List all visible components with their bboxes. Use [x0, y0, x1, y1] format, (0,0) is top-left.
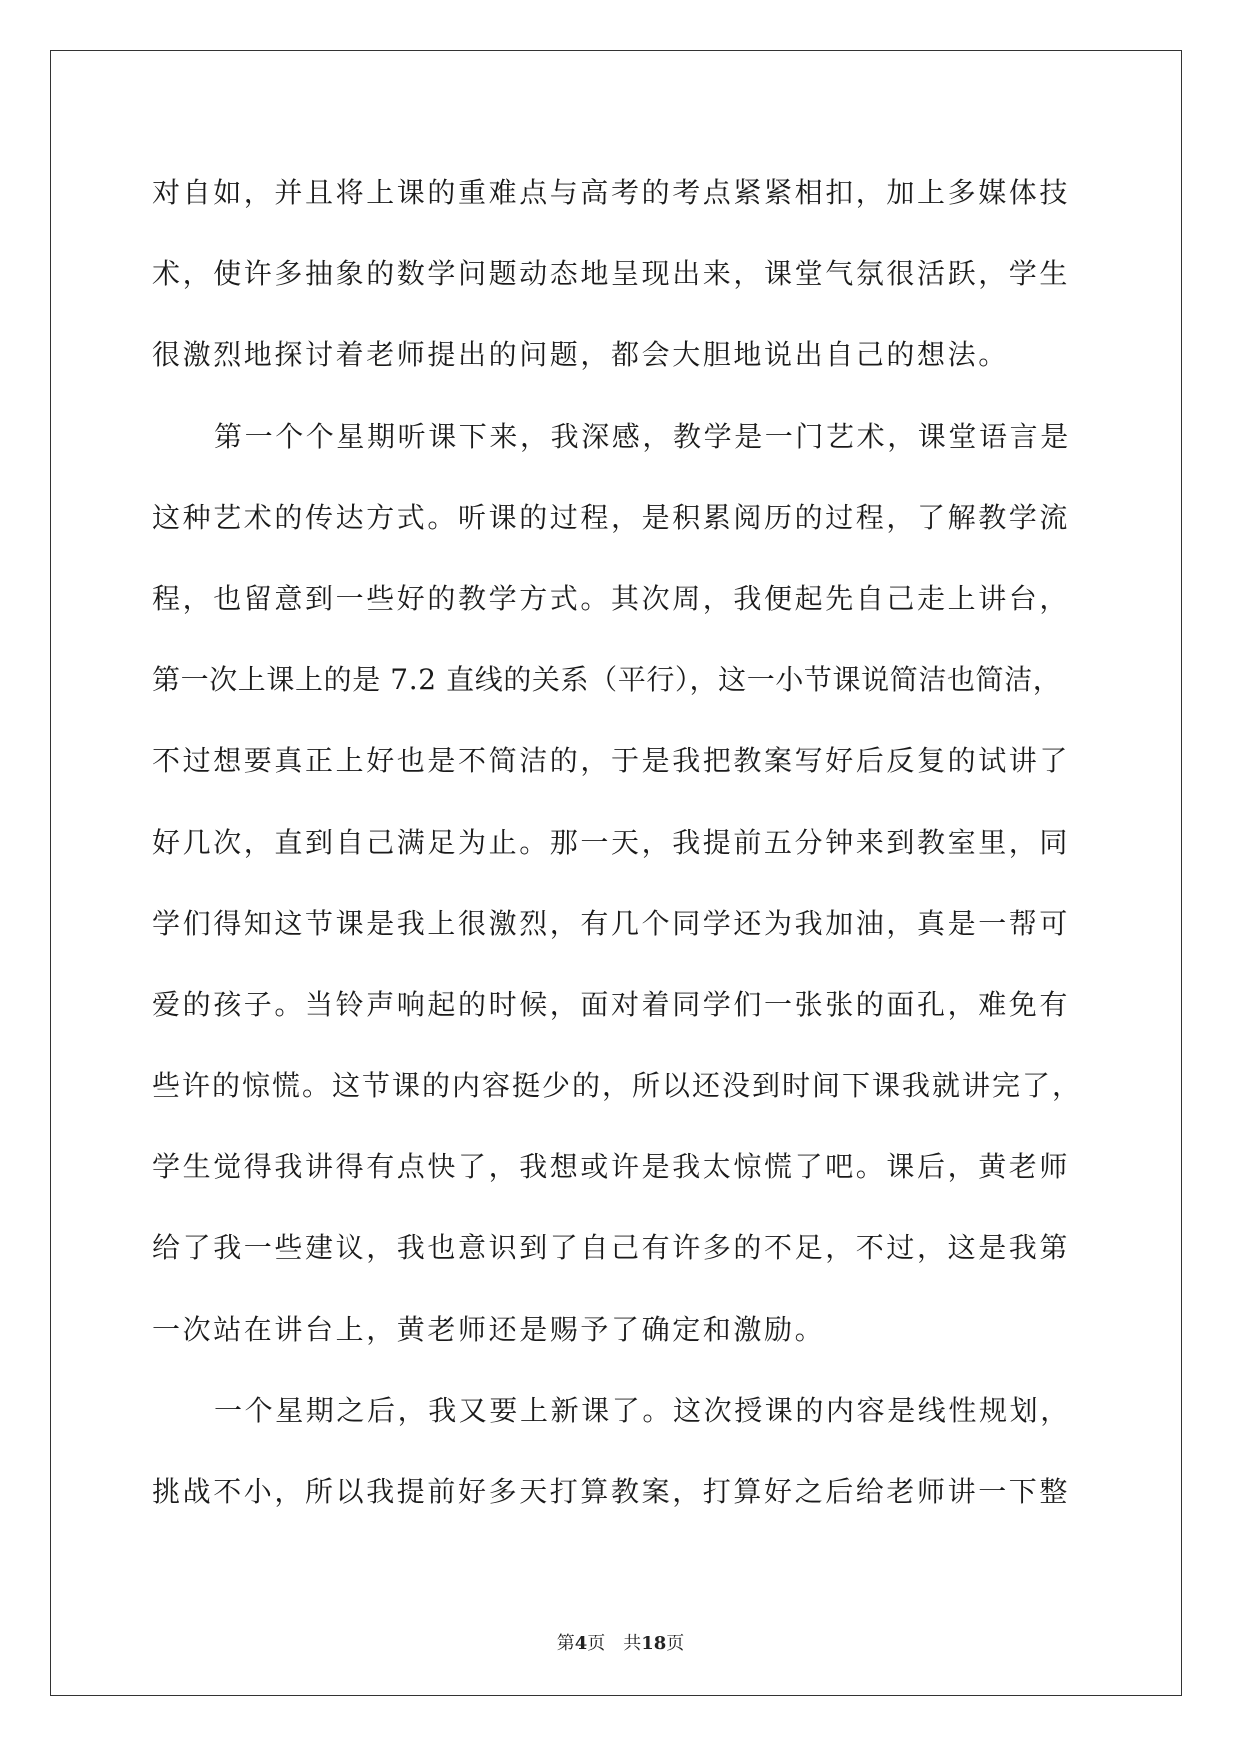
document-body	[152, 163, 1092, 1543]
text-line: 给了我一些建议，我也意识到了自己有许多的不足，不过，这是我第	[152, 1231, 1071, 1265]
text-line: 很激烈地探讨着老师提出的问题，都会大胆地说出自己的想法。	[152, 338, 1009, 372]
page-suffix: 页	[587, 1633, 606, 1654]
page-footer	[0, 1629, 1241, 1655]
text-line: 一次站在讲台上，黄老师还是赐予了确定和激励。	[152, 1312, 826, 1346]
total-page-count: 18	[641, 1633, 667, 1654]
text-line: 爱的孩子。当铃声响起的时候，面对着同学们一张张的面孔，难免有	[152, 987, 1071, 1021]
text-line: 这种艺术的传达方式。听课的过程，是积累阅历的过程，了解教学流	[152, 500, 1071, 534]
total-suffix: 页	[666, 1633, 685, 1654]
text-line: 对自如，并且将上课的重难点与高考的考点紧紧相扣，加上多媒体技	[152, 176, 1071, 209]
paragraph-start-line: 第一个个星期听课下来，我深感，教学是一门艺术，课堂语言是	[214, 419, 1071, 453]
text-line: 学生觉得我讲得有点快了，我想或许是我太惊慌了吧。课后，黄老师	[152, 1150, 1071, 1184]
page-prefix: 第	[556, 1633, 575, 1654]
text-line: 第一次上课上的是 7.2 直线的关系（平行），这一小节课说简洁也简洁，	[152, 663, 1062, 697]
text-line: 好几次，直到自己满足为止。那一天，我提前五分钟来到教室里，同	[152, 825, 1071, 859]
text-line: 不过想要真正上好也是不简洁的，于是我把教案写好后反复的试讲了	[152, 744, 1071, 778]
text-line: 挑战不小，所以我提前好多天打算教案，打算好之后给老师讲一下整	[152, 1475, 1071, 1508]
text-line: 术，使许多抽象的数学问题动态地呈现出来，课堂气氛很活跃，学生	[152, 257, 1071, 291]
total-prefix: 共	[623, 1633, 642, 1654]
text-line: 学们得知这节课是我上很激烈，有几个同学还为我加油，真是一帮可	[152, 906, 1071, 940]
current-page-number: 4	[574, 1633, 588, 1654]
paragraph-start-line: 一个星期之后，我又要上新课了。这次授课的内容是线性规划，	[214, 1393, 1071, 1427]
text-line: 些许的惊慌。这节课的内容挺少的，所以还没到时间下课我就讲完了，	[152, 1069, 1083, 1103]
text-line: 程，也留意到一些好的教学方式。其次周，我便起先自己走上讲台，	[152, 581, 1071, 615]
